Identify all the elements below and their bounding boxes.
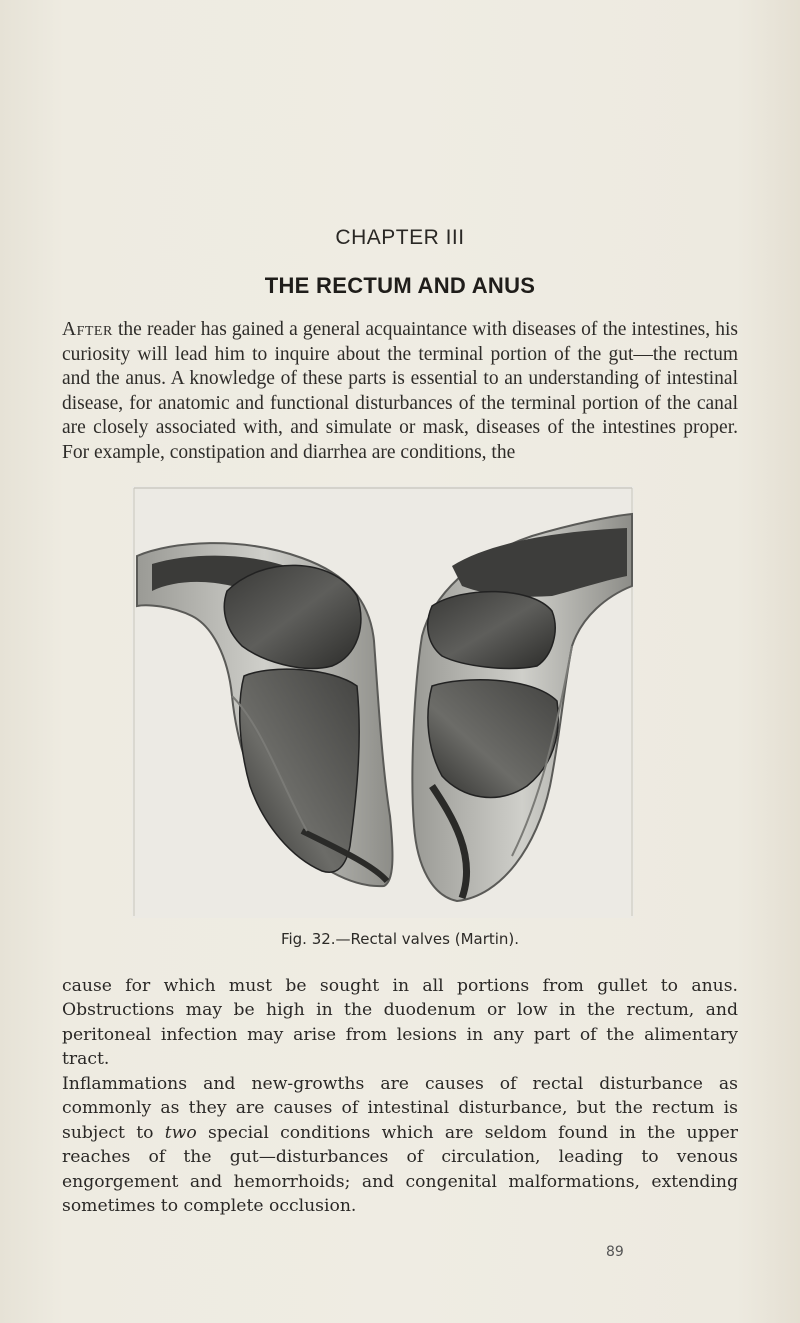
paragraph-inflammations [62,1072,738,1218]
paragraph-text-b: special conditions which are seldom found in the upper reaches of the gut—disturbances of circulation, leading to venous engorgement and hemorrhoids; and congenital malformations, extending sometimes to complete occlusion. [62,1122,738,1217]
page-number: 89 [606,1244,624,1260]
paragraph-text-a: Inflammations and new-growths are causes of rectal disturbance as commonly as they are causes of intestinal disturbance, but the rectum is subject to [62,1074,738,1143]
emphasis-two: two [164,1122,197,1143]
chapter-title: THE RECTUM AND ANUS [264,273,536,298]
rectal-valves-illustration [132,486,634,918]
intro-text: the reader has gained a general acquaintance with diseases of the intestines, his curiosity will lead him to inquire about the terminal portion of the gut—the rectum and the anus. A knowledge of these parts is essential to an understanding of intestinal disease, for anatomic and functional disturbances of the terminal portion of the canal are closely associated with, and simulate or mask, diseases of the intestines proper. For example, constipation and diarrhea are conditions, the [62,319,738,463]
paragraph-continuation: cause for which must be sought in all portions from gullet to anus. Obstructions may be high in the duodenum or low in the rectum, and peritoneal infection may arise from lesions in any part of the alimentary tract. [62,976,738,1070]
figure-rectal-valves [132,486,634,918]
paragraph-intro [62,318,738,466]
intro-lead-word: After [62,319,113,340]
figure-caption: Fig. 32.—Rectal valves (Martin). [280,930,520,948]
chapter-heading: CHAPTER III [335,226,465,249]
